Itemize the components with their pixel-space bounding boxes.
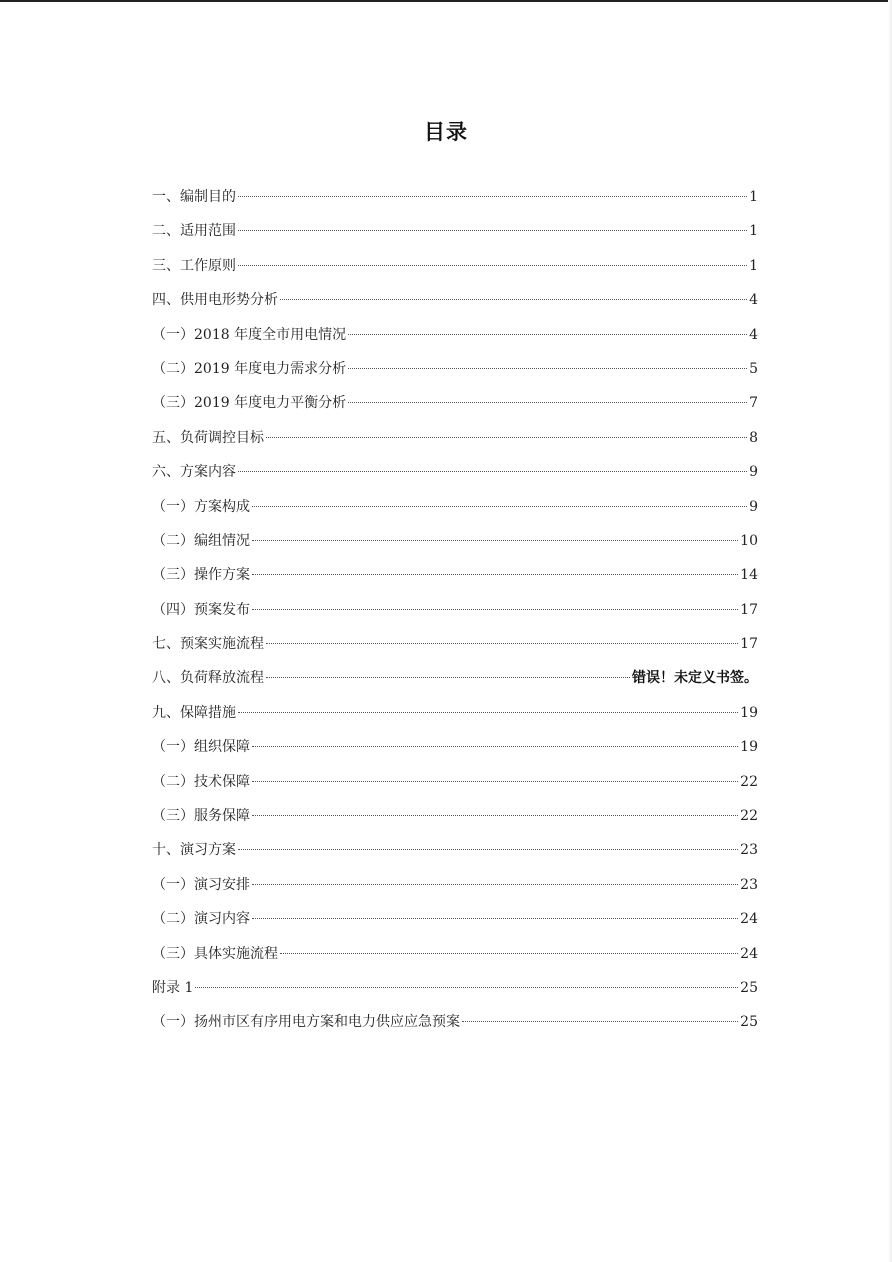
- toc-leader-dots: [266, 643, 738, 644]
- toc-entry[interactable]: [152, 833, 758, 867]
- toc-entry-page: 4: [749, 326, 758, 343]
- toc-entry-label: 附录 1: [152, 979, 194, 996]
- toc-leader-dots: [266, 437, 747, 438]
- toc-entry-label: （二）演习内容: [152, 911, 250, 928]
- toc-entry[interactable]: [152, 524, 758, 558]
- toc-entry[interactable]: [152, 386, 758, 420]
- page-top-border: [0, 0, 892, 2]
- toc-entry-page: 9: [749, 464, 758, 481]
- toc-entry-label: 十、演习方案: [152, 842, 236, 859]
- toc-entry-page: 23: [740, 842, 758, 859]
- page-edge-shadow: [888, 0, 892, 1262]
- toc-entry[interactable]: [152, 249, 758, 283]
- toc-entry-label: 七、预案实施流程: [152, 636, 264, 653]
- toc-entry-label: 八、负荷释放流程: [152, 670, 264, 687]
- toc-entry-label: （三）操作方案: [152, 567, 250, 584]
- toc-leader-dots: [238, 230, 747, 231]
- toc-entry-label: （一）演习安排: [152, 876, 250, 893]
- toc-entry-page: 5: [749, 360, 758, 377]
- toc-entry[interactable]: [152, 902, 758, 936]
- toc-entry-page: 25: [740, 979, 758, 996]
- toc-entry-page: 25: [740, 1014, 758, 1031]
- toc-entry-label: 三、工作原则: [152, 257, 236, 274]
- toc-leader-dots: [238, 265, 747, 266]
- toc-entry-label: （二）2019 年度电力需求分析: [152, 360, 347, 377]
- toc-entry-page: 1: [749, 189, 758, 205]
- toc-leader-dots: [252, 781, 738, 782]
- toc-leader-dots: [252, 609, 738, 610]
- toc-entry-page: 17: [740, 601, 758, 618]
- toc-entry-page: 23: [740, 876, 758, 893]
- toc-entry-label: （一）2018 年度全市用电情况: [152, 326, 347, 343]
- toc-entry-page: 19: [740, 704, 758, 721]
- toc-entry-label: （三）服务保障: [152, 808, 250, 825]
- toc-entry-label: 六、方案内容: [152, 464, 236, 481]
- toc-entry[interactable]: [152, 799, 758, 833]
- toc-entry-label: （三）具体实施流程: [152, 945, 278, 962]
- toc-leader-dots: [238, 849, 738, 850]
- toc-entry-label: 二、适用范围: [152, 223, 236, 240]
- toc-entry[interactable]: [152, 283, 758, 317]
- toc-entry[interactable]: [152, 627, 758, 661]
- toc-entry[interactable]: [152, 558, 758, 592]
- toc-entry-label: （二）编组情况: [152, 532, 250, 549]
- toc-entry-label: 九、保障措施: [152, 704, 236, 721]
- toc-list: [152, 180, 758, 1040]
- toc-leader-dots: [252, 574, 738, 575]
- toc-entry-page: 17: [740, 636, 758, 653]
- toc-leader-dots: [280, 953, 738, 954]
- toc-entry[interactable]: [152, 765, 758, 799]
- toc-leader-dots: [252, 506, 747, 507]
- toc-entry-page: 24: [740, 911, 758, 928]
- toc-leader-dots: [348, 368, 747, 369]
- toc-entry-label: （四）预案发布: [152, 601, 250, 618]
- toc-entry-label: （一）方案构成: [152, 498, 250, 515]
- toc-leader-dots: [252, 815, 738, 816]
- toc-entry-page: 8: [749, 429, 758, 446]
- toc-leader-dots: [238, 712, 738, 713]
- toc-entry-page: 7: [749, 395, 758, 412]
- toc-entry[interactable]: [152, 180, 758, 214]
- toc-entry[interactable]: [152, 352, 758, 386]
- toc-title: 目录: [424, 120, 468, 144]
- toc-entry[interactable]: [152, 868, 758, 902]
- toc-entry-page: 22: [740, 773, 758, 790]
- toc-leader-dots: [195, 987, 738, 988]
- toc-entry-label: （二）技术保障: [152, 773, 250, 790]
- toc-entry[interactable]: [152, 971, 758, 1005]
- toc-entry[interactable]: [152, 696, 758, 730]
- toc-entry-page: 9: [749, 498, 758, 515]
- toc-entry-page: 22: [740, 808, 758, 825]
- toc-leader-dots: [238, 471, 747, 472]
- toc-leader-dots: [462, 1021, 738, 1022]
- toc-leader-dots: [252, 746, 738, 747]
- toc-leader-dots: [266, 677, 630, 678]
- toc-entry[interactable]: [152, 455, 758, 489]
- toc-entry[interactable]: [152, 1005, 758, 1039]
- toc-entry-label: （一）组织保障: [152, 739, 250, 756]
- toc-entry-label: 四、供用电形势分析: [152, 292, 278, 309]
- toc-entry[interactable]: [152, 661, 758, 695]
- toc-leader-dots: [238, 196, 747, 197]
- toc-entry-label: 五、负荷调控目标: [152, 429, 264, 446]
- toc-entry-page: 14: [740, 567, 758, 584]
- toc-entry-page: 1: [749, 257, 758, 274]
- toc-entry-page: 19: [740, 739, 758, 756]
- toc-entry-page: 10: [740, 532, 758, 549]
- toc-leader-dots: [252, 540, 738, 541]
- toc-leader-dots: [252, 884, 738, 885]
- toc-entry-page: 错误！未定义书签。: [632, 670, 758, 687]
- toc-entry-label: （三）2019 年度电力平衡分析: [152, 395, 347, 412]
- toc-leader-dots: [348, 334, 747, 335]
- toc-entry[interactable]: [152, 490, 758, 524]
- toc-entry[interactable]: [152, 730, 758, 764]
- toc-entry[interactable]: [152, 214, 758, 248]
- toc-entry-page: 4: [749, 292, 758, 309]
- toc-entry[interactable]: [152, 593, 758, 627]
- toc-entry-page: 24: [740, 945, 758, 962]
- toc-leader-dots: [348, 402, 747, 403]
- toc-leader-dots: [252, 918, 738, 919]
- toc-leader-dots: [280, 299, 747, 300]
- toc-entry[interactable]: [152, 318, 758, 352]
- toc-entry-page: 1: [749, 223, 758, 240]
- toc-entry[interactable]: [152, 937, 758, 971]
- toc-entry[interactable]: [152, 421, 758, 455]
- toc-entry-label: 一、编制目的: [152, 189, 236, 205]
- toc-entry-label: （一）扬州市区有序用电方案和电力供应应急预案: [152, 1014, 460, 1031]
